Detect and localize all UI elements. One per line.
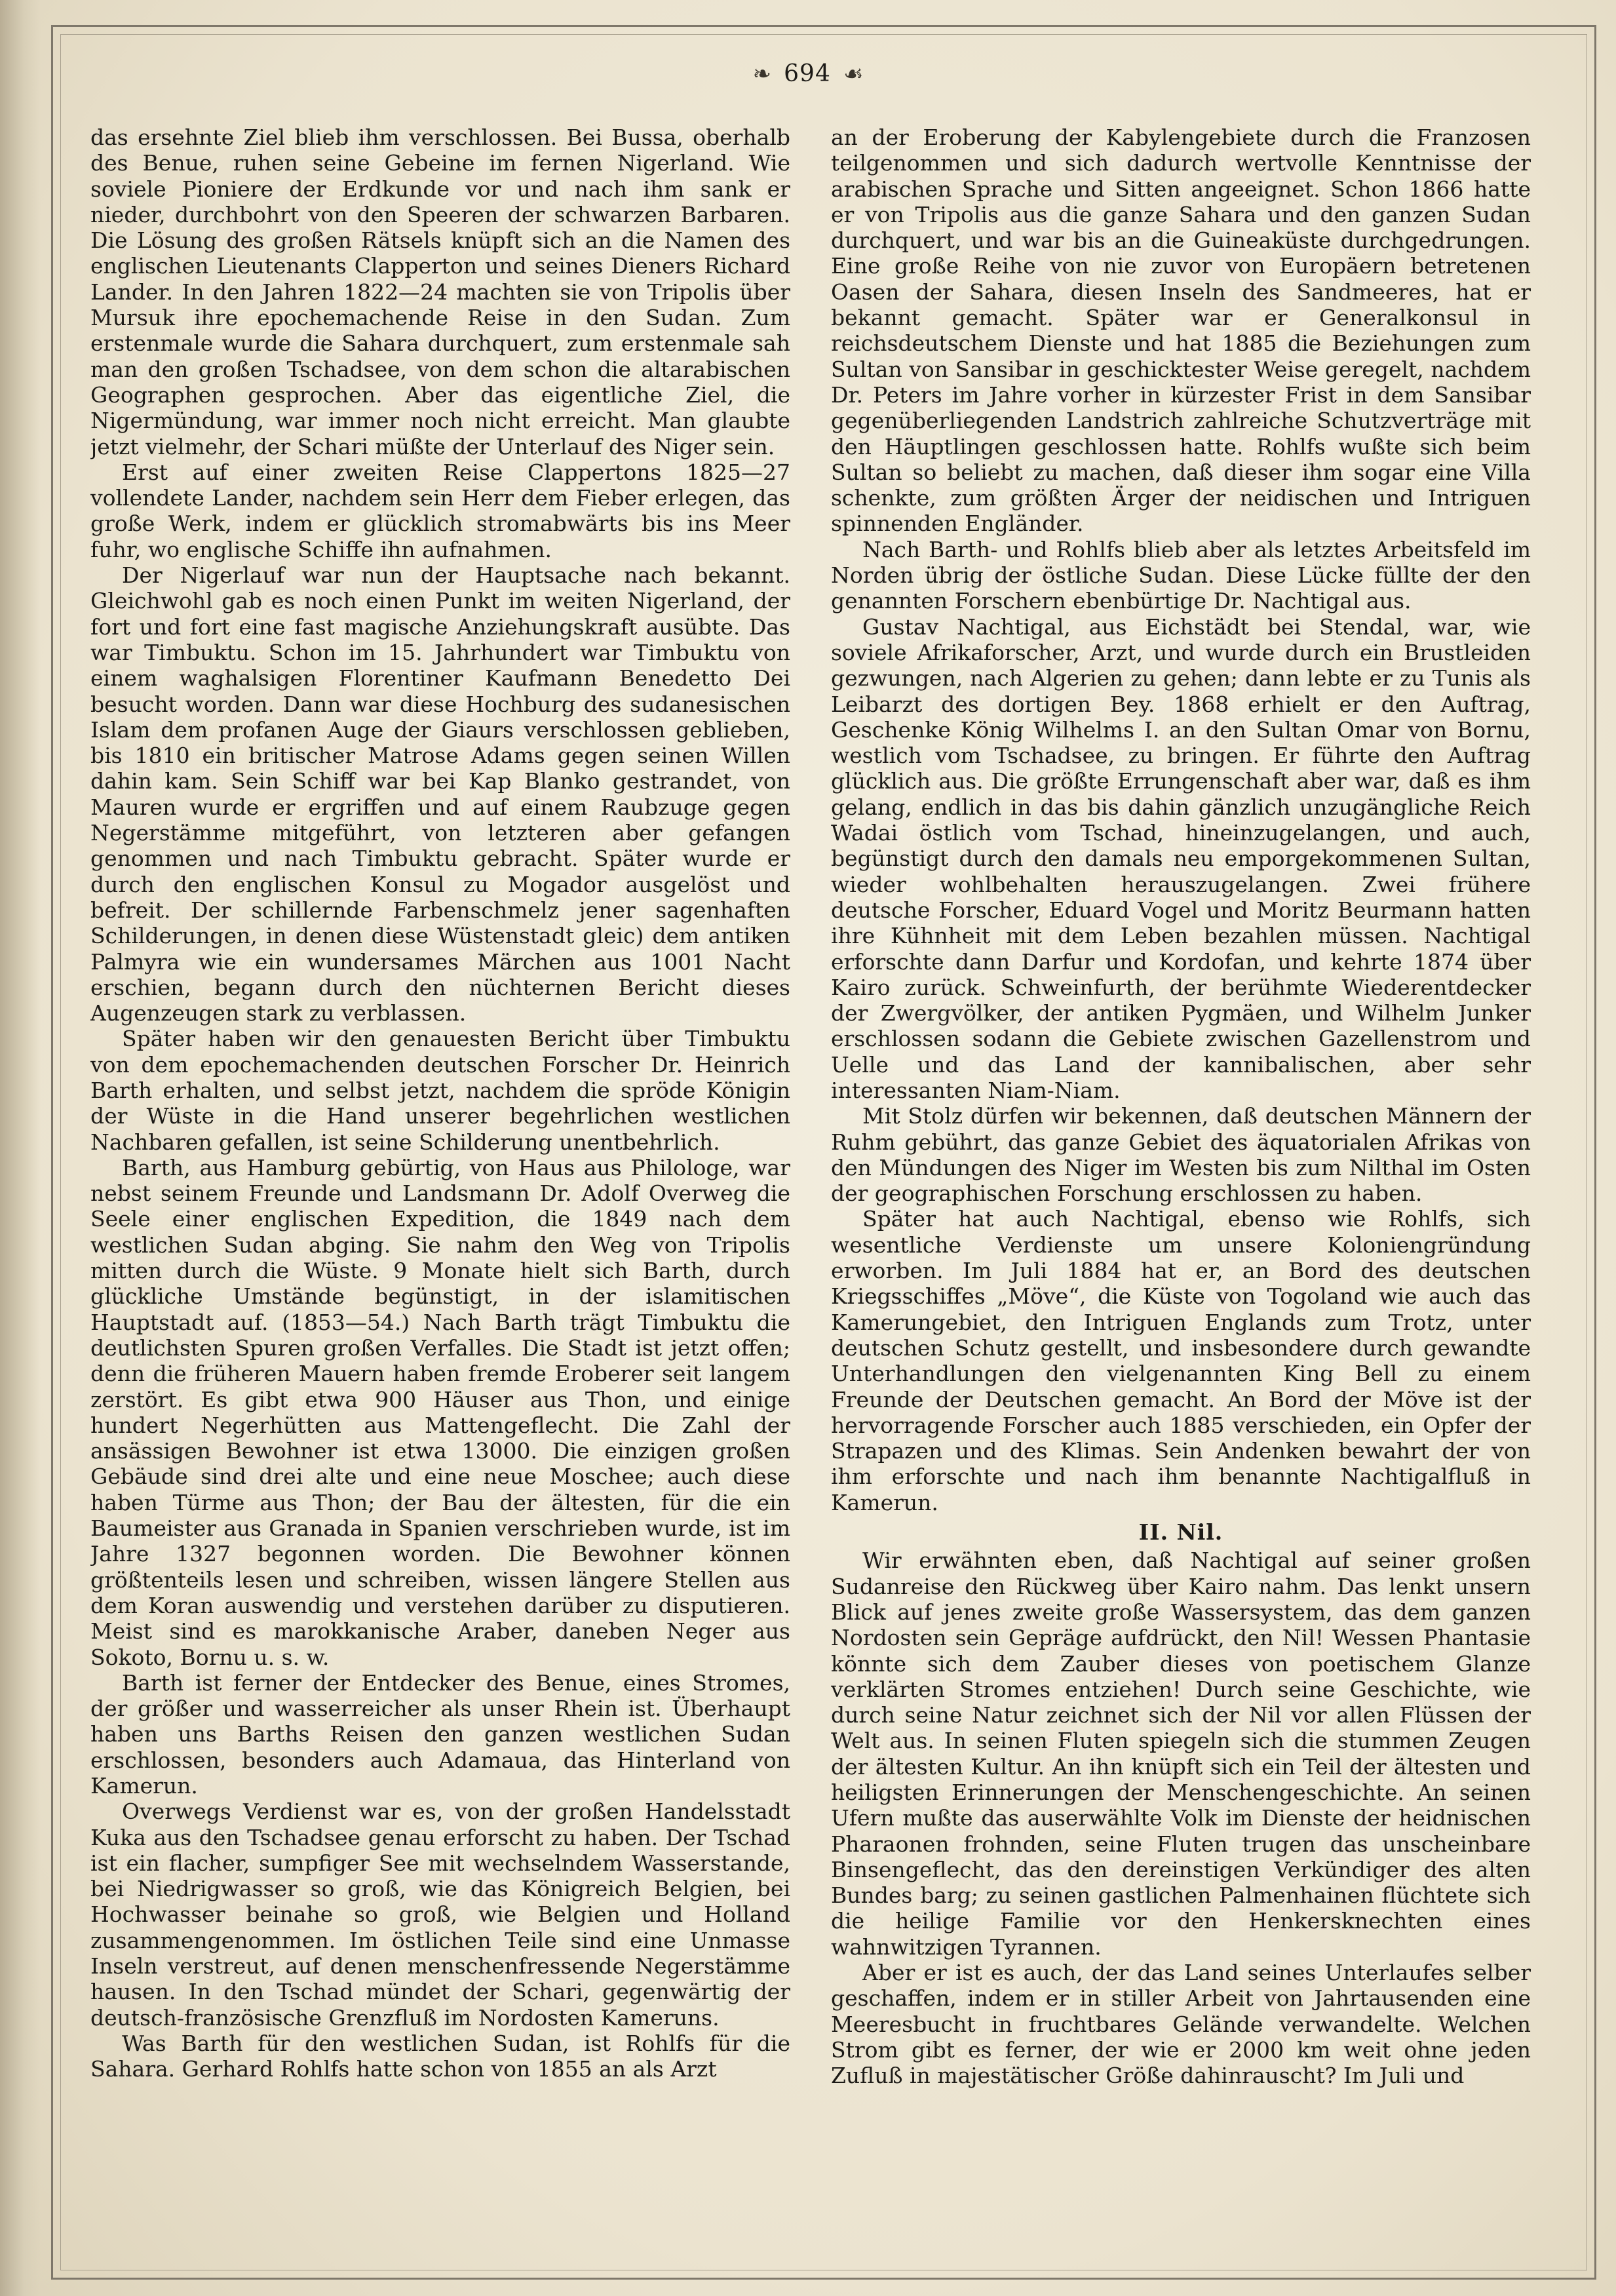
paragraph: Später haben wir den genauesten Bericht über Timbuktu von dem epochemachenden deutschen Forscher Dr. Heinrich Barth erhalten, und selbst jetzt, nachdem die spröde Königin der Wüste in die Hand unserer begehrlichen westlichen Nachbaren gefallen, ist seine Schilderung unentbehrlich. — [90, 1026, 790, 1155]
ornament-right-icon: ☙ — [843, 60, 864, 87]
paragraph: Barth ist ferner der Entdecker des Benue, eines Stromes, der größer und wasserreicher als unser Rhein ist. Überhaupt haben uns Barths Reisen den ganzen westlichen Sudan erschlossen, besonders auch Adamaua, das Hinterland von Kamerun. — [90, 1669, 790, 1799]
book-spine-shadow — [0, 0, 41, 2296]
ornament-left-icon: ❧ — [752, 60, 772, 87]
paragraph: Wir erwähnten eben, daß Nachtigal auf seiner großen Sudanreise den Rückweg über Kairo nahm. Das lenkt unsern Blick auf jenes zweite große Wassersystem, das dem ganzen Nordosten sein Gepräge aufdrückt, den Nil! Wessen Phantasie könnte sich dem Zauber dieses von poetischem Glanze verklärten Stromes entziehen! Durch seine Geschichte, wie durch seine Natur zeichnet sich der Nil vor allen Flüssen der Welt aus. In seinen Fluten spiegeln sich die stummen Zeugen der ältesten Kultur. An ihn knüpft sich ein Teil der ältesten und heiligsten Erinnerungen der Menschengeschichte. An seinen Ufern mußte das auserwählte Volk im Dienste der heidnischen Pharaonen frohnden, seine Fluten trugen das unscheinbare Binsengeflecht, das den dereinstigen Verkündiger des alten Bundes barg; zu seinen gastlichen Palmenhainen flüchtete sich die heilige Familie vor den Henkersknechten eines wahnwitzigen Tyrannen. — [831, 1547, 1531, 1960]
paragraph: Gustav Nachtigal, aus Eichstädt bei Stendal, war, wie soviele Afrikaforscher, Arzt, und wurde durch ein Brustleiden gezwungen, nach Algerien zu gehen; dann lebte er zu Tunis als Leibarzt des dortigen Bey. 1868 erhielt er den Auftrag, Geschenke König Wilhelms I. an den Sultan Omar von Bornu, westlich vom Tschadsee, zu bringen. Er führte den Auftrag glücklich aus. Die größte Errungenschaft aber war, daß es ihm gelang, endlich in das bis dahin gänzlich unzugängliche Reich Wadai östlich vom Tschad, hineinzugelangen, und auch, begünstigt durch den damals neu emporgekommenen Sultan, wieder wohlbehalten herauszugelangen. Zwei frühere deutsche Forscher, Eduard Vogel und Moritz Beurmann hatten ihre Kühnheit mit dem Leben bezahlen müssen. Nachtigal erforschte dann Darfur und Kordofan, und kehrte 1874 über Kairo zurück. Schweinfurth, der berühmte Wiederentdecker der Zwergvölker, der antiken Pygmäen, und Wilhelm Junker erschlossen sodann die Gebiete zwischen Gazellenstrom und Uelle und das Land der kannibalischen, aber sehr interessanten Niam-Niam. — [831, 613, 1531, 1103]
paragraph: Mit Stolz dürfen wir bekennen, daß deutschen Männern der Ruhm gebührt, das ganze Gebiet des äquatorialen Afrikas von den Mündungen des Niger im Westen bis zum Nilthal im Osten der geographischen Forschung erschlossen zu haben. — [831, 1103, 1531, 1207]
paragraph: Was Barth für den westlichen Sudan, ist Rohlfs für die Sahara. Gerhard Rohlfs hatte schon von 1855 an als Arzt — [90, 2030, 790, 2082]
section-heading: II. Nil. — [1138, 1519, 1223, 1546]
paragraph: Barth, aus Hamburg gebürtig, von Haus aus Philologe, war nebst seinem Freunde und Landsmann Dr. Adolf Overweg die Seele einer englischen Expedition, die 1849 nach dem westlichen Sudan abging. Sie nahm den Weg von Tripolis mitten durch die Wüste. 9 Monate hielt sich Barth, durch glückliche Umstände begünstigt, in der islamitischen Hauptstadt auf. (1853—54.) Nach Barth trägt Timbuktu die deutlichsten Spuren großen Verfalles. Die Stadt ist jetzt offen; denn die früheren Mauern haben fremde Eroberer seit langem zerstört. Es gibt etwa 900 Häuser aus Thon, und einige hundert Negerhütten aus Mattengeflecht. Die Zahl der ansässigen Bewohner ist etwa 13000. Die einzigen großen Gebäude sind drei alte und eine neue Moschee; auch diese haben Türme aus Thon; der Bau der ältesten, für die ein Baumeister aus Granada in Spanien verschrieben wurde, ist im Jahre 1327 begonnen worden. Die Bewohner können größtenteils lesen und schreiben, wissen längere Stellen aus dem Koran auswendig und verstehen darüber zu disputieren. Meist sind es marokkanische Araber, daneben Neger aus Sokoto, Bornu u. s. w. — [90, 1154, 790, 1670]
paragraph: Später hat auch Nachtigal, ebenso wie Rohlfs, sich wesentliche Verdienste um unsere Koloniengründung erworben. Im Juli 1884 hat er, an Bord des deutschen Kriegsschiffes „Möve“, die Küste von Togoland wie auch das Kamerungebiet, den Intriguen Englands zum Trotz, unter deutschen Schutz gestellt, und insbesondere durch gewandte Unterhandlungen den vielgenannten King Bell zu einem Freunde der Deutschen gemacht. An Bord der Möve ist der hervorragende Forscher auch 1885 verschieden, ein Opfer der Strapazen und des Klimas. Sein Andenken bewahrt der von ihm erforschte und nach ihm benannte Nachtigalfluß in Kamerun. — [831, 1206, 1531, 1515]
page-number: 694 — [784, 60, 831, 87]
paragraph: Erst auf einer zweiten Reise Clappertons 1825—27 vollendete Lander, nachdem sein Herr dem Fieber erlegen, das große Werk, indem er glücklich stromabwärts bis ins Meer fuhr, wo englische Schiffe ihn aufnahmen. — [90, 459, 790, 562]
left-column — [90, 125, 790, 2255]
paragraph: Der Nigerlauf war nun der Hauptsache nach bekannt. Gleichwohl gab es noch einen Punkt im weiten Nigerland, der fort und fort eine fast magische Anziehungskraft ausübte. Das war Timbuktu. Schon im 15. Jahrhundert war Timbuktu von einem waghalsigen Florentiner Kaufmann Benedetto Dei besucht worden. Dann war diese Hochburg des sudanesischen Islam dem profanen Auge der Giaurs verschlossen geblieben, bis 1810 ein britischer Matrose Adams gegen seinen Willen dahin kam. Sein Schiff war bei Kap Blanko gestrandet, von Mauren wurde er ergriffen und auf einem Raubzuge gegen Negerstämme mitgeführt, von letzteren aber gefangen genommen und nach Timbuktu gebracht. Später wurde er durch den englischen Konsul zu Mogador ausgelöst und befreit. Der schillernde Farbenschmelz jener sagenhaften Schilderungen, in denen diese Wüstenstadt gleic) dem antiken Palmyra wie ein wundersames Märchen aus 1001 Nacht erschien, begann durch den nüchternen Bericht dieses Augenzeugen stark zu verblassen. — [90, 562, 790, 1026]
paragraph: Overwegs Verdienst war es, von der großen Handelsstadt Kuka aus den Tschadsee genau erforscht zu haben. Der Tschad ist ein flacher, sumpfiger See mit wechselndem Wasserstande, bei Niedrigwasser so groß, wie das Königreich Belgien, bei Hochwasser beinahe so groß, wie Belgien und Holland zusammengenommen. Im östlichen Teile sind eine Unmasse Inseln verstreut, auf denen menschenfressende Negerstämme hausen. In den Tschad mündet der Schari, gegenwärtig der deutsch-französische Grenzfluß im Nordosten Kameruns. — [90, 1799, 790, 2031]
paragraph: Aber er ist es auch, der das Land seines Unterlaufes selber geschaffen, indem er in stiller Arbeit von Jahrtausenden eine Meeresbucht in fruchtbares Gelände verwandelte. Welchen Strom gibt es ferner, der wie er 2000 km weit ohne jeden Zufluß in majestätischer Größe dahinrauscht? Im Juli und — [831, 1960, 1531, 2089]
page-header — [0, 60, 1616, 106]
paragraph: an der Eroberung der Kabylengebiete durch die Franzosen teilgenommen und sich dadurch wertvolle Kenntnisse der arabischen Sprache und Sitten angeeignet. Schon 1866 hatte er von Tripolis aus die ganze Sahara und den ganzen Sudan durchquert, und war bis an die Guineaküste durchgedrungen. Eine große Reihe von nie zuvor von Europäern betretenen Oasen der Sahara, diesen Inseln des Sandmeeres, hat er bekannt gemacht. Später war er Generalkonsul in reichsdeutschem Dienste und hat 1885 die Beziehungen zum Sultan von Sansibar in geschicktester Weise geregelt, nachdem Dr. Peters im Jahre vorher in kürzester Frist in dem Sansibar gegenüberliegenden Landstrich zahlreiche Schutzverträge mit den Häuptlingen geschlossen hatte. Rohlfs wußte sich beim Sultan so beliebt zu machen, daß dieser ihm sogar eine Villa schenkte, zum größten Ärger der neidischen und Intriguen spinnenden Engländer. — [831, 125, 1531, 537]
right-column — [831, 125, 1531, 2255]
paragraph: Nach Barth- und Rohlfs blieb aber als letztes Arbeitsfeld im Norden übrig der östliche Sudan. Diese Lücke füllte der den genannten Forschern ebenbürtige Dr. Nachtigal aus. — [831, 536, 1531, 614]
paragraph: das ersehnte Ziel blieb ihm verschlossen. Bei Bussa, oberhalb des Benue, ruhen seine Gebeine im fernen Nigerland. Wie soviele Pioniere der Erdkunde vor und nach ihm sank er nieder, durchbohrt von den Speeren der schwarzen Barbaren. Die Lösung des großen Rätsels knüpft sich an die Namen des englischen Lieutenants Clapperton und seines Dieners Richard Lander. In den Jahren 1822—24 machten sie von Tripolis über Mursuk ihre epochemachende Reise in den Sudan. Zum erstenmale wurde die Sahara durchquert, zum erstenmale sah man den großen Tschadsee, von dem schon die altarabischen Geographen gesprochen. Aber das eigentliche Ziel, die Nigermündung, war immer noch nicht erreicht. Man glaubte jetzt vielmehr, der Schari müßte der Unterlauf des Niger sein. — [90, 125, 790, 459]
